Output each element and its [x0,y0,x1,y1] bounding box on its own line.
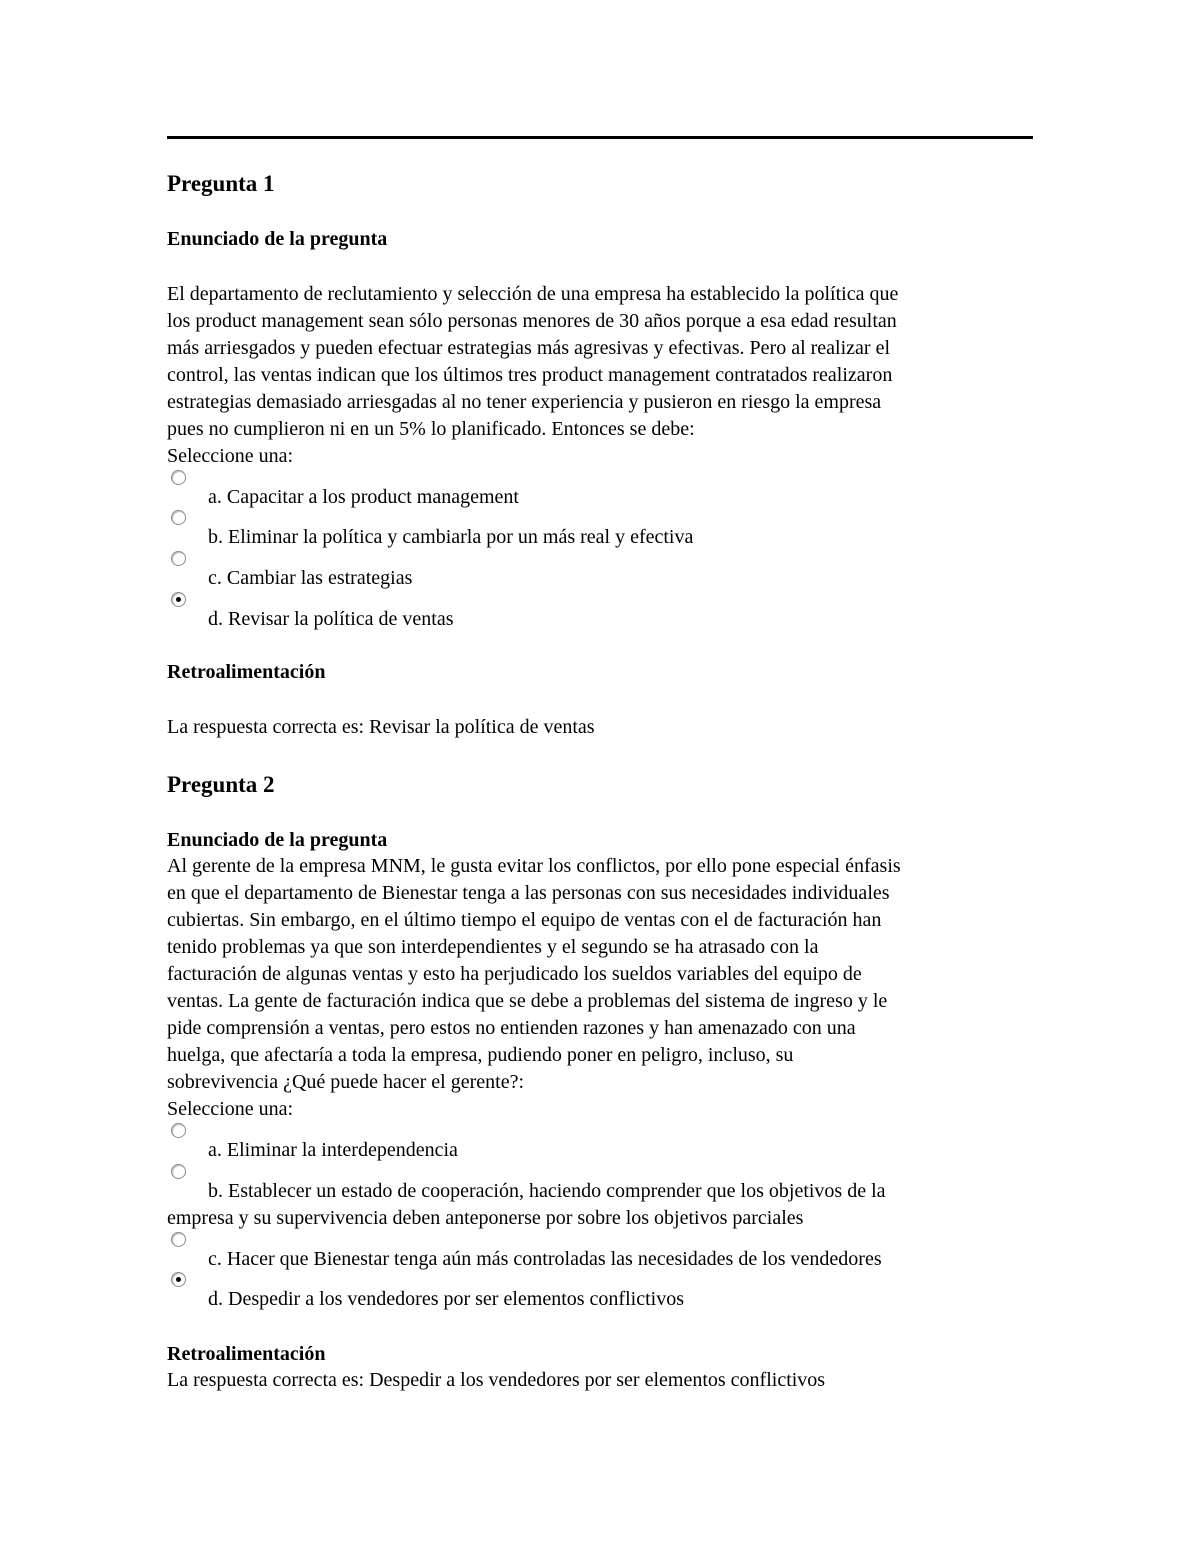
radio-button[interactable] [171,510,186,525]
statement-line: Al gerente de la empresa MNM, le gusta evitar los conflictos, por ello pone especial énfasis [167,855,901,877]
option-label: b. Eliminar la política y cambiarla por un más real y efectiva [208,526,694,548]
option-label: d. Despedir a los vendedores por ser elementos conflictivos [208,1288,684,1310]
question-2-statement-heading: Enunciado de la pregunta [167,829,388,851]
statement-line: los product management sean sólo personas menores de 30 años porque a esa edad resultan [167,310,897,332]
question-1-option-d[interactable] [167,606,1033,633]
option-label: a. Eliminar la interdependencia [208,1139,458,1161]
question-1-feedback-heading: Retroalimentación [167,661,326,683]
horizontal-divider [167,136,1033,139]
statement-line: cubiertas. Sin embargo, en el último tiempo el equipo de ventas con el de facturación han [167,909,882,931]
option-label: c. Cambiar las estrategias [208,567,413,589]
statement-line: tenido problemas ya que son interdependientes y el segundo se ha atrasado con la [167,936,819,958]
question-2-option-c[interactable] [167,1246,1033,1273]
statement-line: pues no cumplieron ni en un 5% lo planificado. Entonces se debe: [167,418,695,440]
question-1-statement-heading: Enunciado de la pregunta [167,228,388,250]
question-1-title: Pregunta 1 [167,171,275,196]
statement-line: control, las ventas indican que los últimos tres product management contratados realizaron [167,364,893,386]
statement-line: El departamento de reclutamiento y selección de una empresa ha establecido la política que [167,283,899,305]
question-2-option-b[interactable] [167,1178,1033,1232]
radio-button-selected[interactable] [171,592,186,607]
option-label: c. Hacer que Bienestar tenga aún más controladas las necesidades de los vendedores [208,1248,882,1270]
option-label-continuation: empresa y su supervivencia deben anteponerse por sobre los objetivos parciales [167,1207,804,1229]
question-2-statement [167,853,1033,1123]
statement-line: sobrevivencia ¿Qué puede hacer el gerente?: [167,1071,525,1093]
radio-button[interactable] [171,551,186,566]
statement-line: huelga, que afectaría a toda la empresa, pudiendo poner en peligro, incluso, su [167,1044,794,1066]
question-2-title: Pregunta 2 [167,772,275,797]
radio-button-selected[interactable] [171,1272,186,1287]
option-label: b. Establecer un estado de cooperación, haciendo comprender que los objetivos de la [208,1180,886,1202]
question-2-feedback-text: La respuesta correcta es: Despedir a los vendedores por ser elementos conflictivos [167,1369,826,1391]
statement-line: estrategias demasiado arriesgadas al no tener experiencia y pusieron en riesgo la empresa [167,391,882,413]
select-one-label: Seleccione una: [167,1098,294,1120]
question-1-option-c[interactable] [167,565,1033,592]
option-label: d. Revisar la política de ventas [208,608,454,630]
question-1-statement [167,281,1033,470]
statement-line: facturación de algunas ventas y esto ha perjudicado los sueldos variables del equipo de [167,963,862,985]
select-one-label: Seleccione una: [167,445,294,467]
question-1-option-b[interactable] [167,524,1033,551]
radio-button[interactable] [171,470,186,485]
option-label: a. Capacitar a los product management [208,486,519,508]
statement-line: más arriesgados y pueden efectuar estrategias más agresivas y efectivas. Pero al realizar el [167,337,890,359]
question-2-feedback-heading: Retroalimentación [167,1343,326,1365]
question-2-option-a[interactable] [167,1137,1033,1164]
question-2-option-d[interactable] [167,1286,1033,1313]
statement-line: en que el departamento de Bienestar tenga a las personas con sus necesidades individuales [167,882,890,904]
statement-line: ventas. La gente de facturación indica que se debe a problemas del sistema de ingreso y le [167,990,888,1012]
radio-button[interactable] [171,1232,186,1247]
statement-line: pide comprensión a ventas, pero estos no entienden razones y han amenazado con una [167,1017,856,1039]
radio-button[interactable] [171,1123,186,1138]
radio-button[interactable] [171,1164,186,1179]
question-1-option-a[interactable] [167,484,1033,511]
question-1-feedback-text: La respuesta correcta es: Revisar la política de ventas [167,716,595,738]
